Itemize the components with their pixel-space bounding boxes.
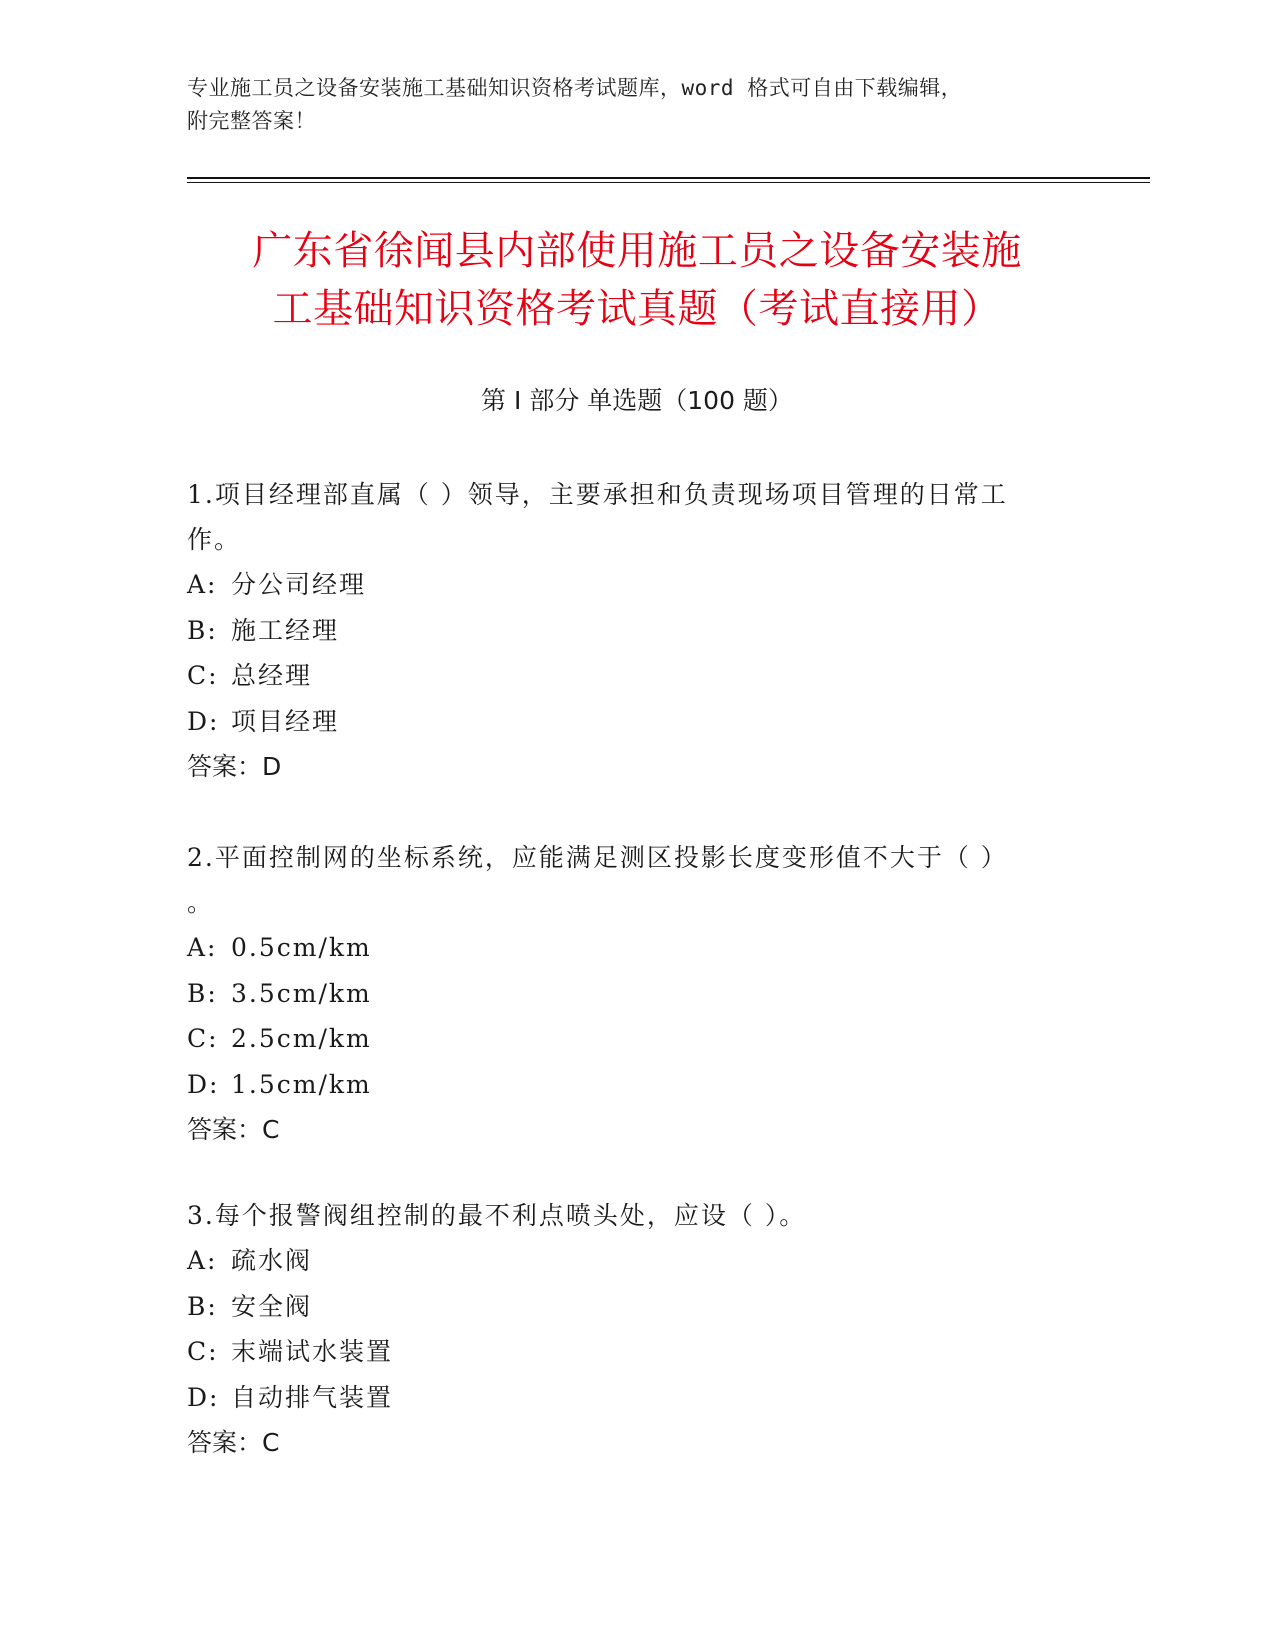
option-text: 总经理 xyxy=(231,661,313,690)
option-text: 项目经理 xyxy=(231,706,340,736)
option-text: 2.5cm/km xyxy=(231,1024,372,1053)
answer-label: 答案：D xyxy=(187,752,282,781)
question-1 xyxy=(187,472,1087,789)
option-key: C: xyxy=(187,1024,219,1053)
option-c xyxy=(187,1329,1087,1375)
question-stem xyxy=(187,835,1087,925)
option-key: D: xyxy=(187,706,220,736)
option-key: C: xyxy=(187,661,219,690)
header-divider-thin xyxy=(187,182,1150,183)
question-3 xyxy=(187,1193,1087,1465)
option-key: A: xyxy=(187,1246,218,1275)
question-stem xyxy=(187,472,1087,562)
option-c xyxy=(187,1016,1087,1062)
header-note xyxy=(187,72,1067,138)
option-key: D: xyxy=(187,1382,220,1412)
option-a xyxy=(187,925,1087,971)
option-b xyxy=(187,971,1087,1017)
option-text: 1.5cm/km xyxy=(231,1069,372,1099)
option-key: B: xyxy=(187,1291,218,1321)
option-text: 自动排气装置 xyxy=(231,1382,394,1412)
section-heading: 第 I 部分 单选题（100 题） xyxy=(481,386,793,415)
option-text: 末端试水装置 xyxy=(231,1337,394,1366)
option-key: A: xyxy=(187,570,218,599)
question-stem-line-1: 1.项目经理部直属（ ）领导，主要承担和负责现场项目管理的日常工 xyxy=(187,480,1008,509)
option-text: 施工经理 xyxy=(231,615,340,645)
header-note-line-2: 附完整答案！ xyxy=(187,109,316,133)
option-b xyxy=(187,1284,1087,1330)
option-d xyxy=(187,1062,1087,1108)
document-title xyxy=(187,222,1087,338)
option-key: D: xyxy=(187,1069,220,1099)
question-stem-line-1: 2.平面控制网的坐标系统，应能满足测区投影长度变形值不大于（ ） xyxy=(187,843,1008,872)
document-title-line-1: 广东省徐闻县内部使用施工员之设备安装施 xyxy=(252,228,1022,274)
header-divider-thick xyxy=(187,177,1150,179)
option-key: C: xyxy=(187,1337,219,1366)
answer-label: 答案：C xyxy=(187,1115,280,1144)
option-a xyxy=(187,562,1087,608)
answer-label: 答案：C xyxy=(187,1428,280,1457)
option-key: A: xyxy=(187,933,218,962)
option-b xyxy=(187,608,1087,654)
option-d xyxy=(187,1375,1087,1421)
option-key: B: xyxy=(187,978,218,1008)
question-stem-line-2: 作。 xyxy=(187,525,242,554)
question-stem-line-1: 3.每个报警阀组控制的最不利点喷头处，应设（ ）。 xyxy=(187,1201,807,1230)
option-d xyxy=(187,699,1087,745)
option-a xyxy=(187,1238,1087,1284)
option-c xyxy=(187,653,1087,699)
option-text: 疏水阀 xyxy=(231,1246,313,1275)
document-title-line-2: 工基础知识资格考试真题（考试直接用） xyxy=(272,286,1002,332)
option-text: 3.5cm/km xyxy=(231,978,372,1008)
header-note-line-1: 专业施工员之设备安装施工基础知识资格考试题库，word 格式可自由下载编辑， xyxy=(187,76,963,100)
option-text: 安全阀 xyxy=(231,1291,313,1321)
option-text: 0.5cm/km xyxy=(231,933,372,962)
option-text: 分公司经理 xyxy=(231,570,367,599)
question-stem xyxy=(187,1193,1087,1238)
question-stem-line-2: 。 xyxy=(187,888,215,917)
option-key: B: xyxy=(187,615,218,645)
question-2 xyxy=(187,835,1087,1152)
